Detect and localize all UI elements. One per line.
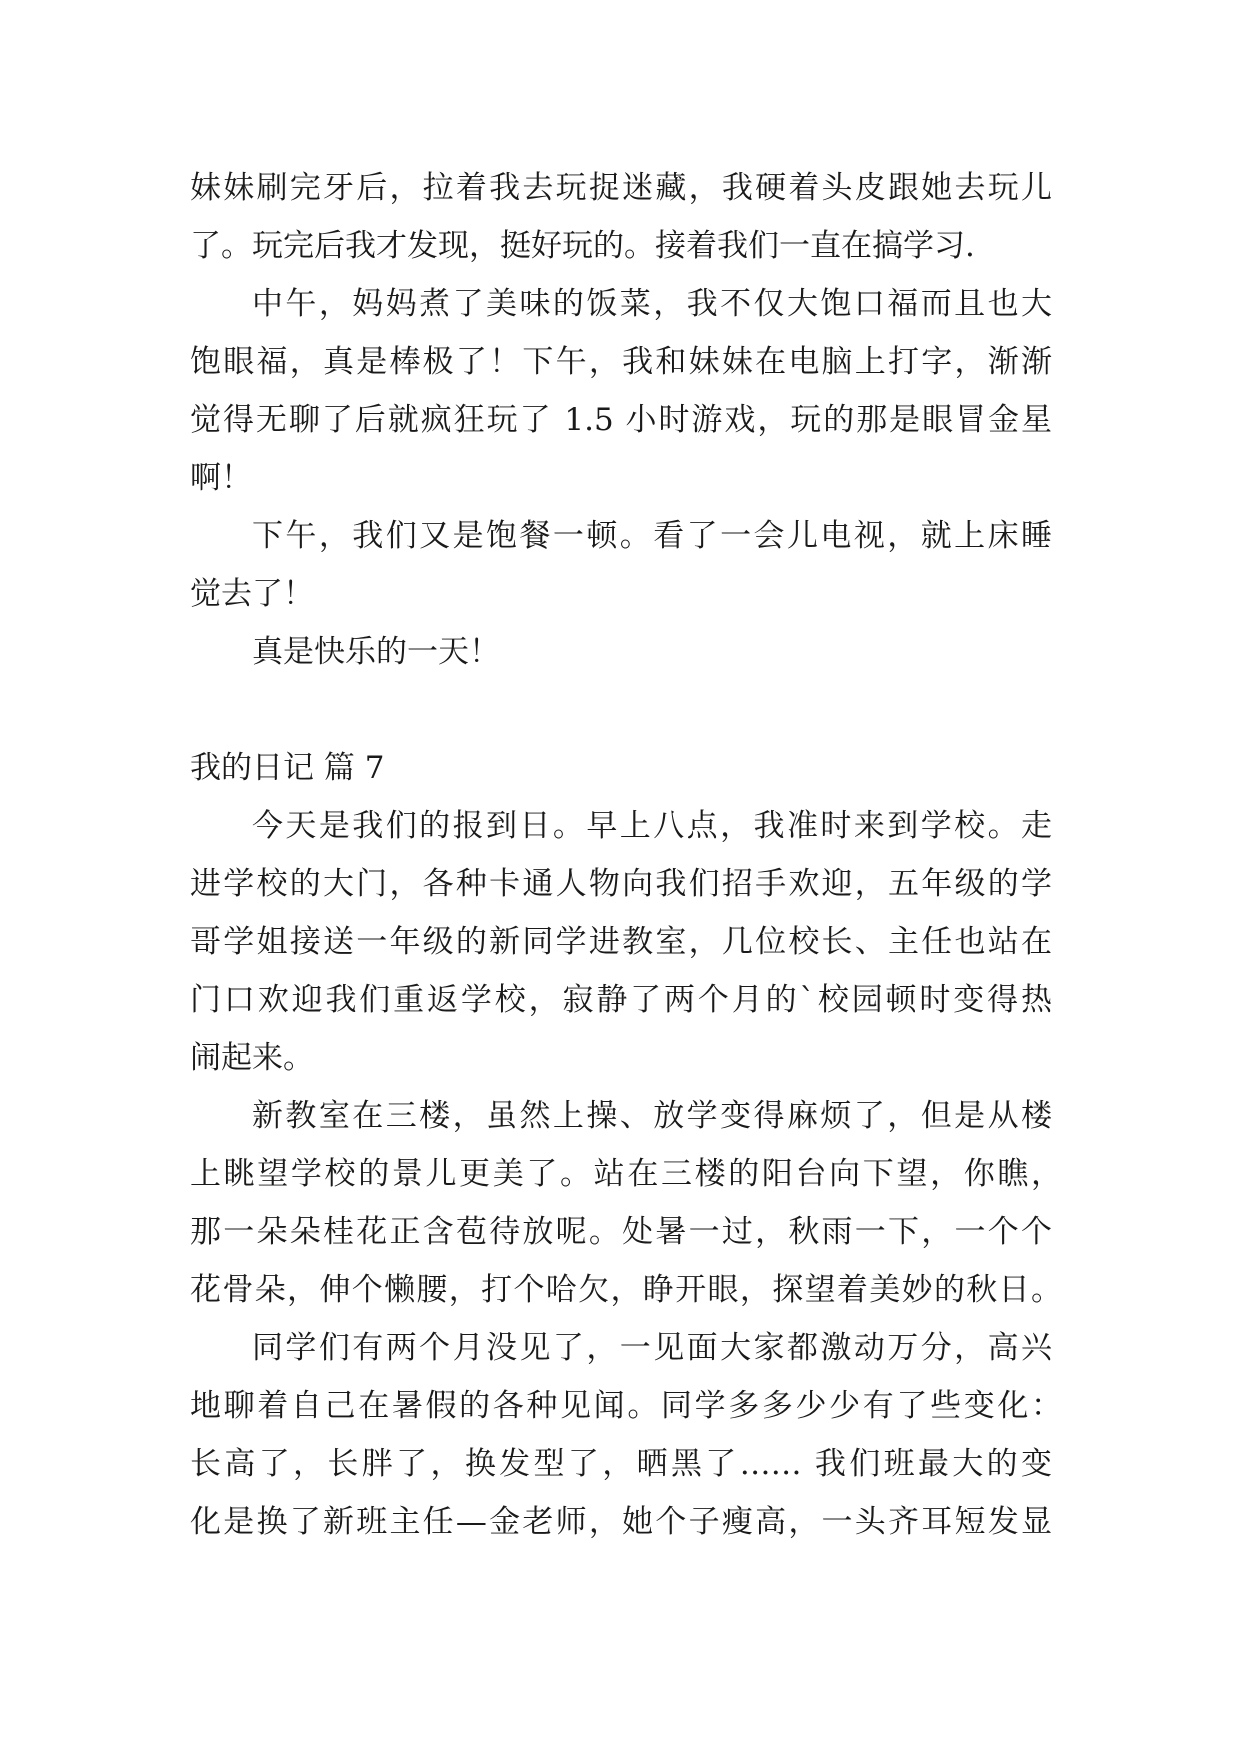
text-line: 那一朵朵桂花正含苞待放呢。处暑一过，秋雨一下，一个个 <box>190 1214 1052 1250</box>
text-line: 觉去了！ <box>190 576 314 612</box>
text-line: 真是快乐的一天！ <box>252 634 500 670</box>
text-line: 今天是我们的报到日。早上八点，我准时来到学校。走 <box>252 808 1052 844</box>
text-line: 下午，我们又是饱餐一顿。看了一会儿电视，就上床睡 <box>252 518 1052 554</box>
text-line: 地聊着自己在暑假的各种见闻。同学多多少少有了些变化： <box>190 1388 1062 1424</box>
text-line: 长高了，长胖了，换发型了，晒黑了…… 我们班最大的变 <box>190 1446 1052 1482</box>
text-line: 妹妹刷完牙后，拉着我去玩捉迷藏，我硬着头皮跟她去玩儿 <box>190 170 1052 206</box>
text-line: 进学校的大门，各种卡通人物向我们招手欢迎，五年级的学 <box>190 866 1052 902</box>
text-line: 中午，妈妈煮了美味的饭菜，我不仅大饱口福而且也大 <box>252 286 1052 322</box>
text-line: 觉得无聊了后就疯狂玩了 1.5 小时游戏，玩的那是眼冒金星 <box>190 402 1052 438</box>
text-line: 新教室在三楼，虽然上操、放学变得麻烦了，但是从楼 <box>252 1098 1052 1134</box>
text-line: 啊！ <box>190 460 252 496</box>
text-line: 哥学姐接送一年级的新同学进教室，几位校长、主任也站在 <box>190 924 1052 960</box>
text-line: 门口欢迎我们重返学校，寂静了两个月的`校园顿时变得热 <box>190 982 1052 1018</box>
text-line: 花骨朵，伸个懒腰，打个哈欠，睁开眼，探望着美妙的秋日。 <box>190 1272 1062 1308</box>
section-heading: 我的日记 篇 7 <box>190 750 385 786</box>
text-line: 了。玩完后我才发现，挺好玩的。接着我们一直在搞学习. <box>190 228 975 264</box>
text-line: 闹起来。 <box>190 1040 314 1076</box>
text-line: 饱眼福，真是棒极了！下午，我和妹妹在电脑上打字，渐渐 <box>190 344 1052 380</box>
text-line: 化是换了新班主任—金老师，她个子瘦高，一头齐耳短发显 <box>190 1504 1052 1540</box>
text-line: 同学们有两个月没见了，一见面大家都激动万分，高兴 <box>252 1330 1052 1366</box>
text-line: 上眺望学校的景儿更美了。站在三楼的阳台向下望，你瞧， <box>190 1156 1062 1192</box>
